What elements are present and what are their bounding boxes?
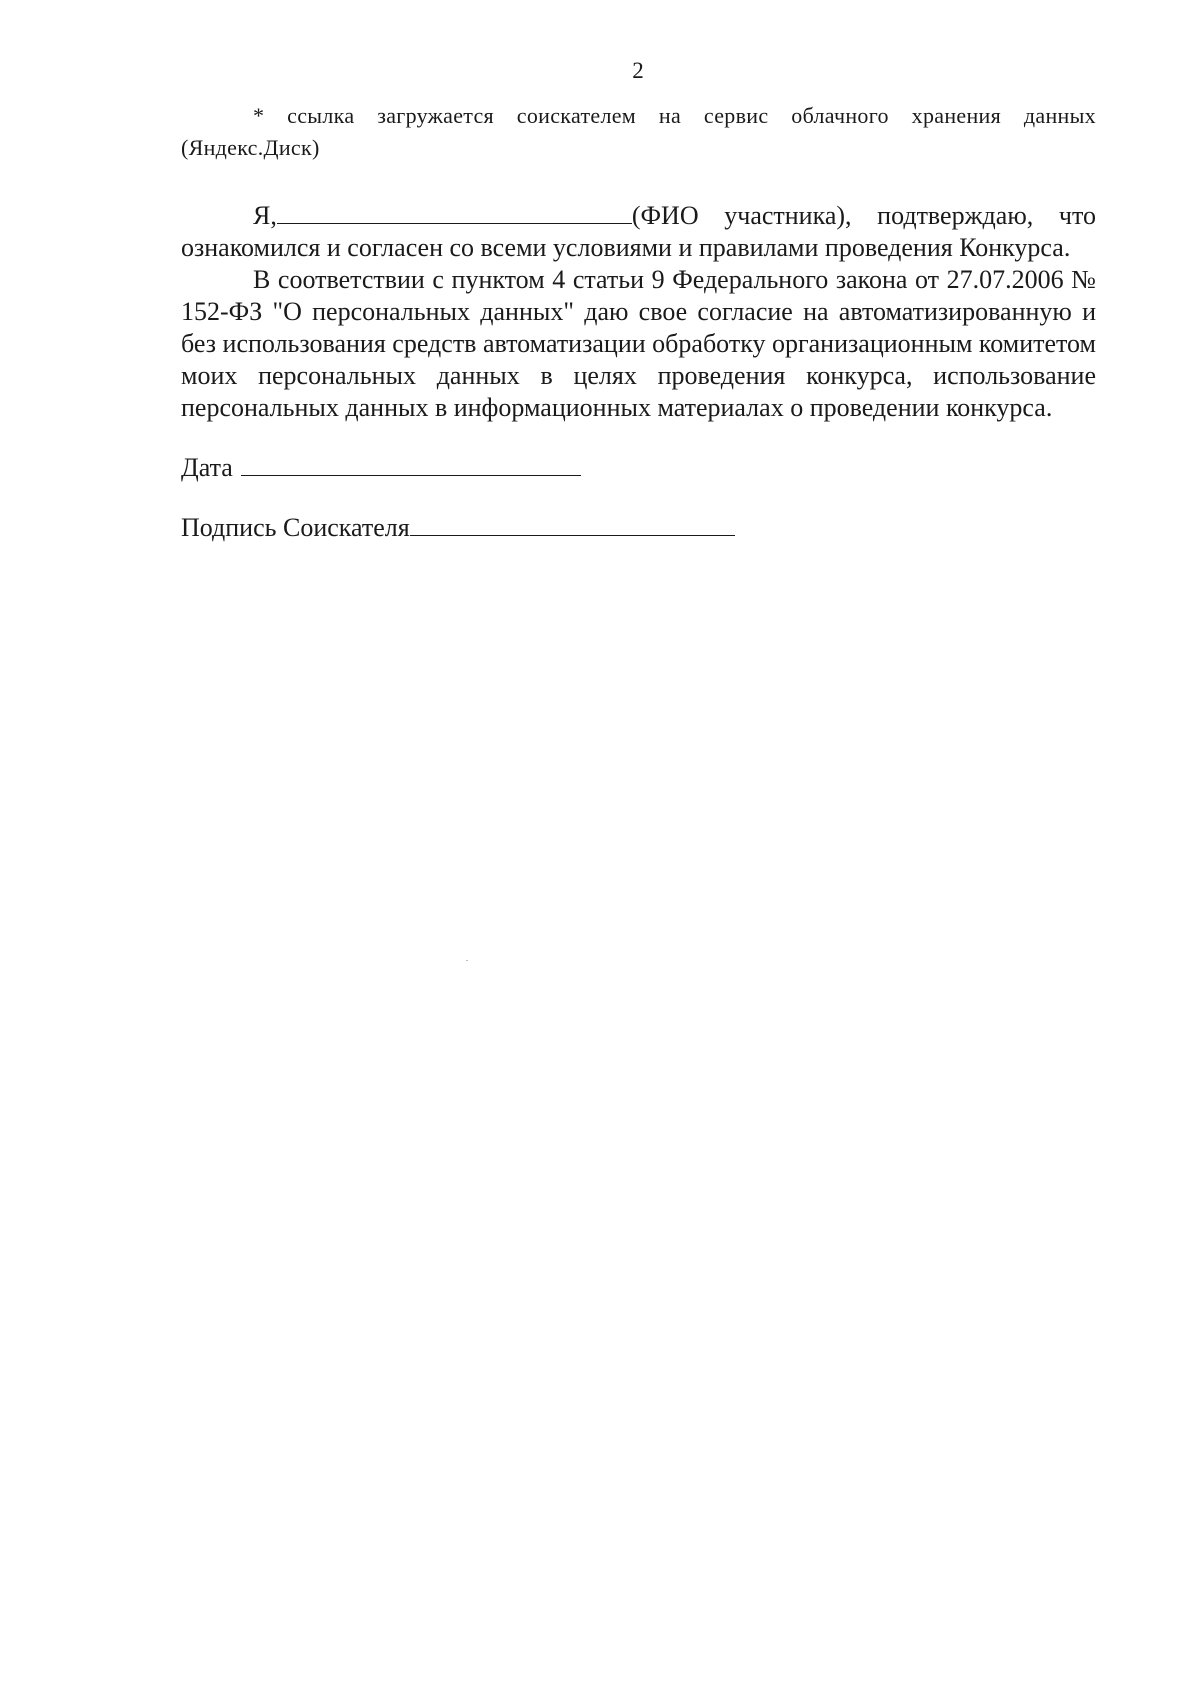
consent-prefix: Я, (253, 201, 277, 230)
spacer (181, 424, 1096, 452)
law-consent-paragraph: В соответствии с пунктом 4 статьи 9 Федерального закона от 27.07.2006 № 152-ФЗ "О персональных данных" даю свое согласие на автоматизированную и без использования средств автоматизации обработку организационным комитетом моих персональных данных в целях проведения конкурса, использование персональных данных в информационных материалах о проведении конкурса. (181, 265, 1096, 422)
footnote: * ссылка загружается соискателем на сервис облачного хранения данных (Яндекс.Диск) (181, 103, 1096, 160)
signature-label: Подпись Соискателя (181, 513, 410, 542)
date-label: Дата (181, 453, 233, 482)
page-number: 2 (632, 58, 644, 83)
scan-speck (466, 960, 468, 961)
spacer (181, 164, 1096, 200)
signature-blank-line[interactable] (410, 513, 735, 536)
date-field (181, 452, 1096, 484)
date-blank-line[interactable] (241, 453, 581, 476)
document-body (181, 100, 1096, 544)
signature-field (181, 512, 1096, 544)
consent-suffix: (ФИО участника), подтверждаю, что ознакомился и согласен со всеми условиями и правилами проведения Конкурса. (181, 201, 1096, 262)
spacer (181, 484, 1096, 512)
consent-paragraph (181, 200, 1096, 264)
fio-blank-line[interactable] (277, 201, 632, 224)
